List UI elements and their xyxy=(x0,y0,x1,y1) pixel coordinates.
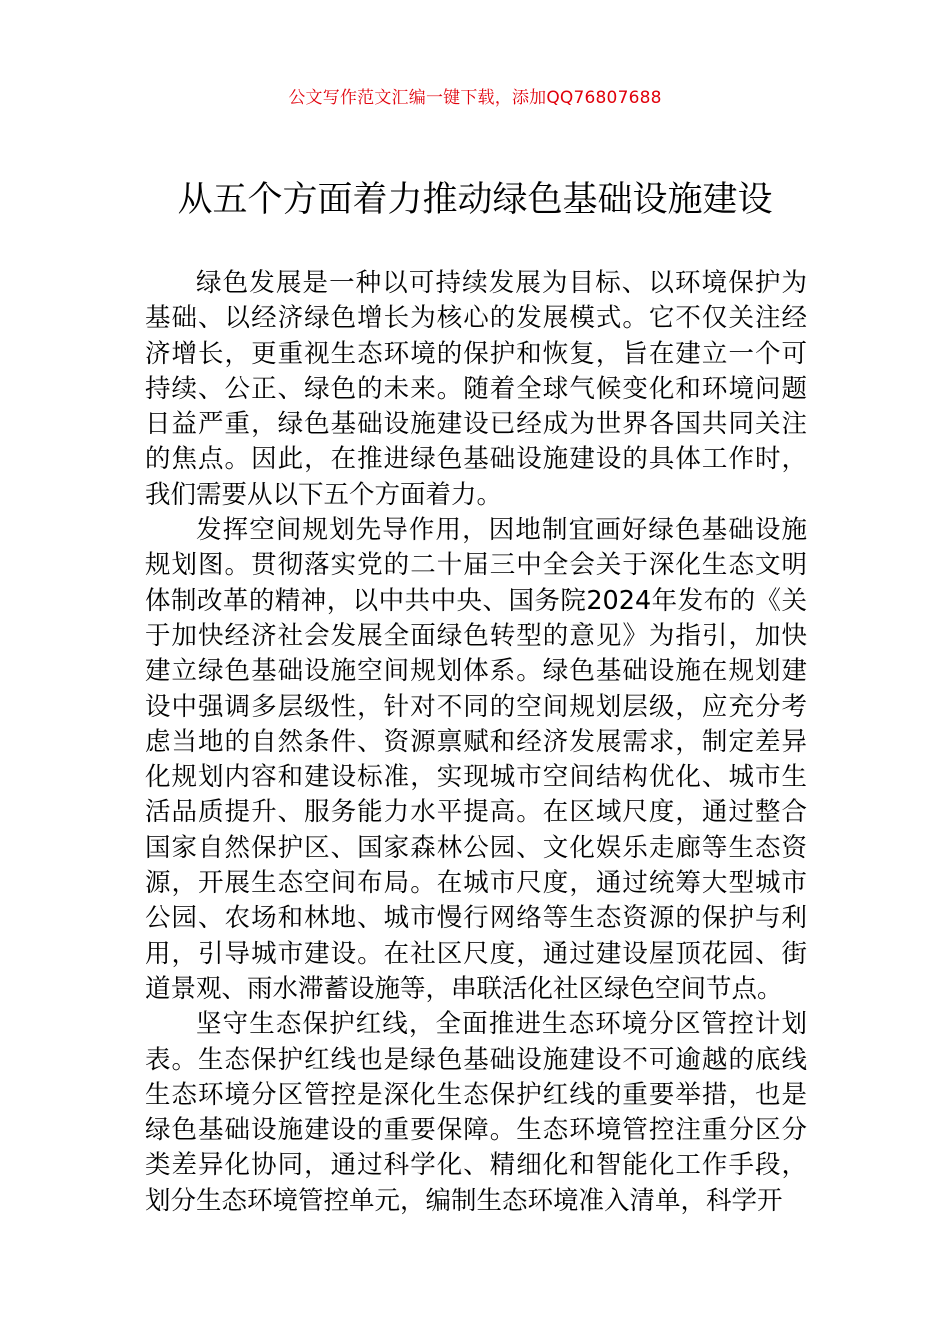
document-body xyxy=(145,266,807,1219)
document-title: 从五个方面着力推动绿色基础设施建设 xyxy=(177,180,773,220)
download-notice: 公文写作范文汇编一键下载，添加QQ76807688 xyxy=(288,88,662,108)
paragraph-spatial-planning: 发挥空间规划先导作用，因地制宜画好绿色基础设施规划图。贯彻落实党的二十届三中全会关于深化生态文明体制改革的精神，以中共中央、国务院2024年发布的《关于加快经济社会发展全面绿色转型的意见》为指引，加快建立绿色基础设施空间规划体系。绿色基础设施在规划建设中强调多层级性，针对不同的空间规划层级，应充分考虑当地的自然条件、资源禀赋和经济发展需求，制定差异化规划内容和建设标准，实现城市空间结构优化、城市生活品质提升、服务能力水平提高。在区域尺度，通过整合国家自然保护区、国家森林公园、文化娱乐走廊等生态资源，开展生态空间布局。在城市尺度，通过统筹大型城市公园、农场和林地、城市慢行网络等生态资源的保护与利用，引导城市建设。在社区尺度，通过建设屋顶花园、街道景观、雨水滞蓄设施等，串联活化社区绿色空间节点。 xyxy=(145,515,807,1004)
paragraph-ecological-redline: 坚守生态保护红线，全面推进生态环境分区管控计划表。生态保护红线也是绿色基础设施建设不可逾越的底线生态环境分区管控是深化生态保护红线的重要举措，也是绿色基础设施建设的重要保障。生态环境管控注重分区分类差异化协同，通过科学化、精细化和智能化工作手段，划分生态环境管控单元，编制生态环境准入清单，科学开 xyxy=(145,1009,807,1216)
paragraph-intro: 绿色发展是一种以可持续发展为目标、以环境保护为基础、以经济绿色增长为核心的发展模式。它不仅关注经济增长，更重视生态环境的保护和恢复，旨在建立一个可持续、公正、绿色的未来。随着全球气候变化和环境问题日益严重，绿色基础设施建设已经成为世界各国共同关注的焦点。因此，在推进绿色基础设施建设的具体工作时，我们需要从以下五个方面着力。 xyxy=(145,268,807,510)
